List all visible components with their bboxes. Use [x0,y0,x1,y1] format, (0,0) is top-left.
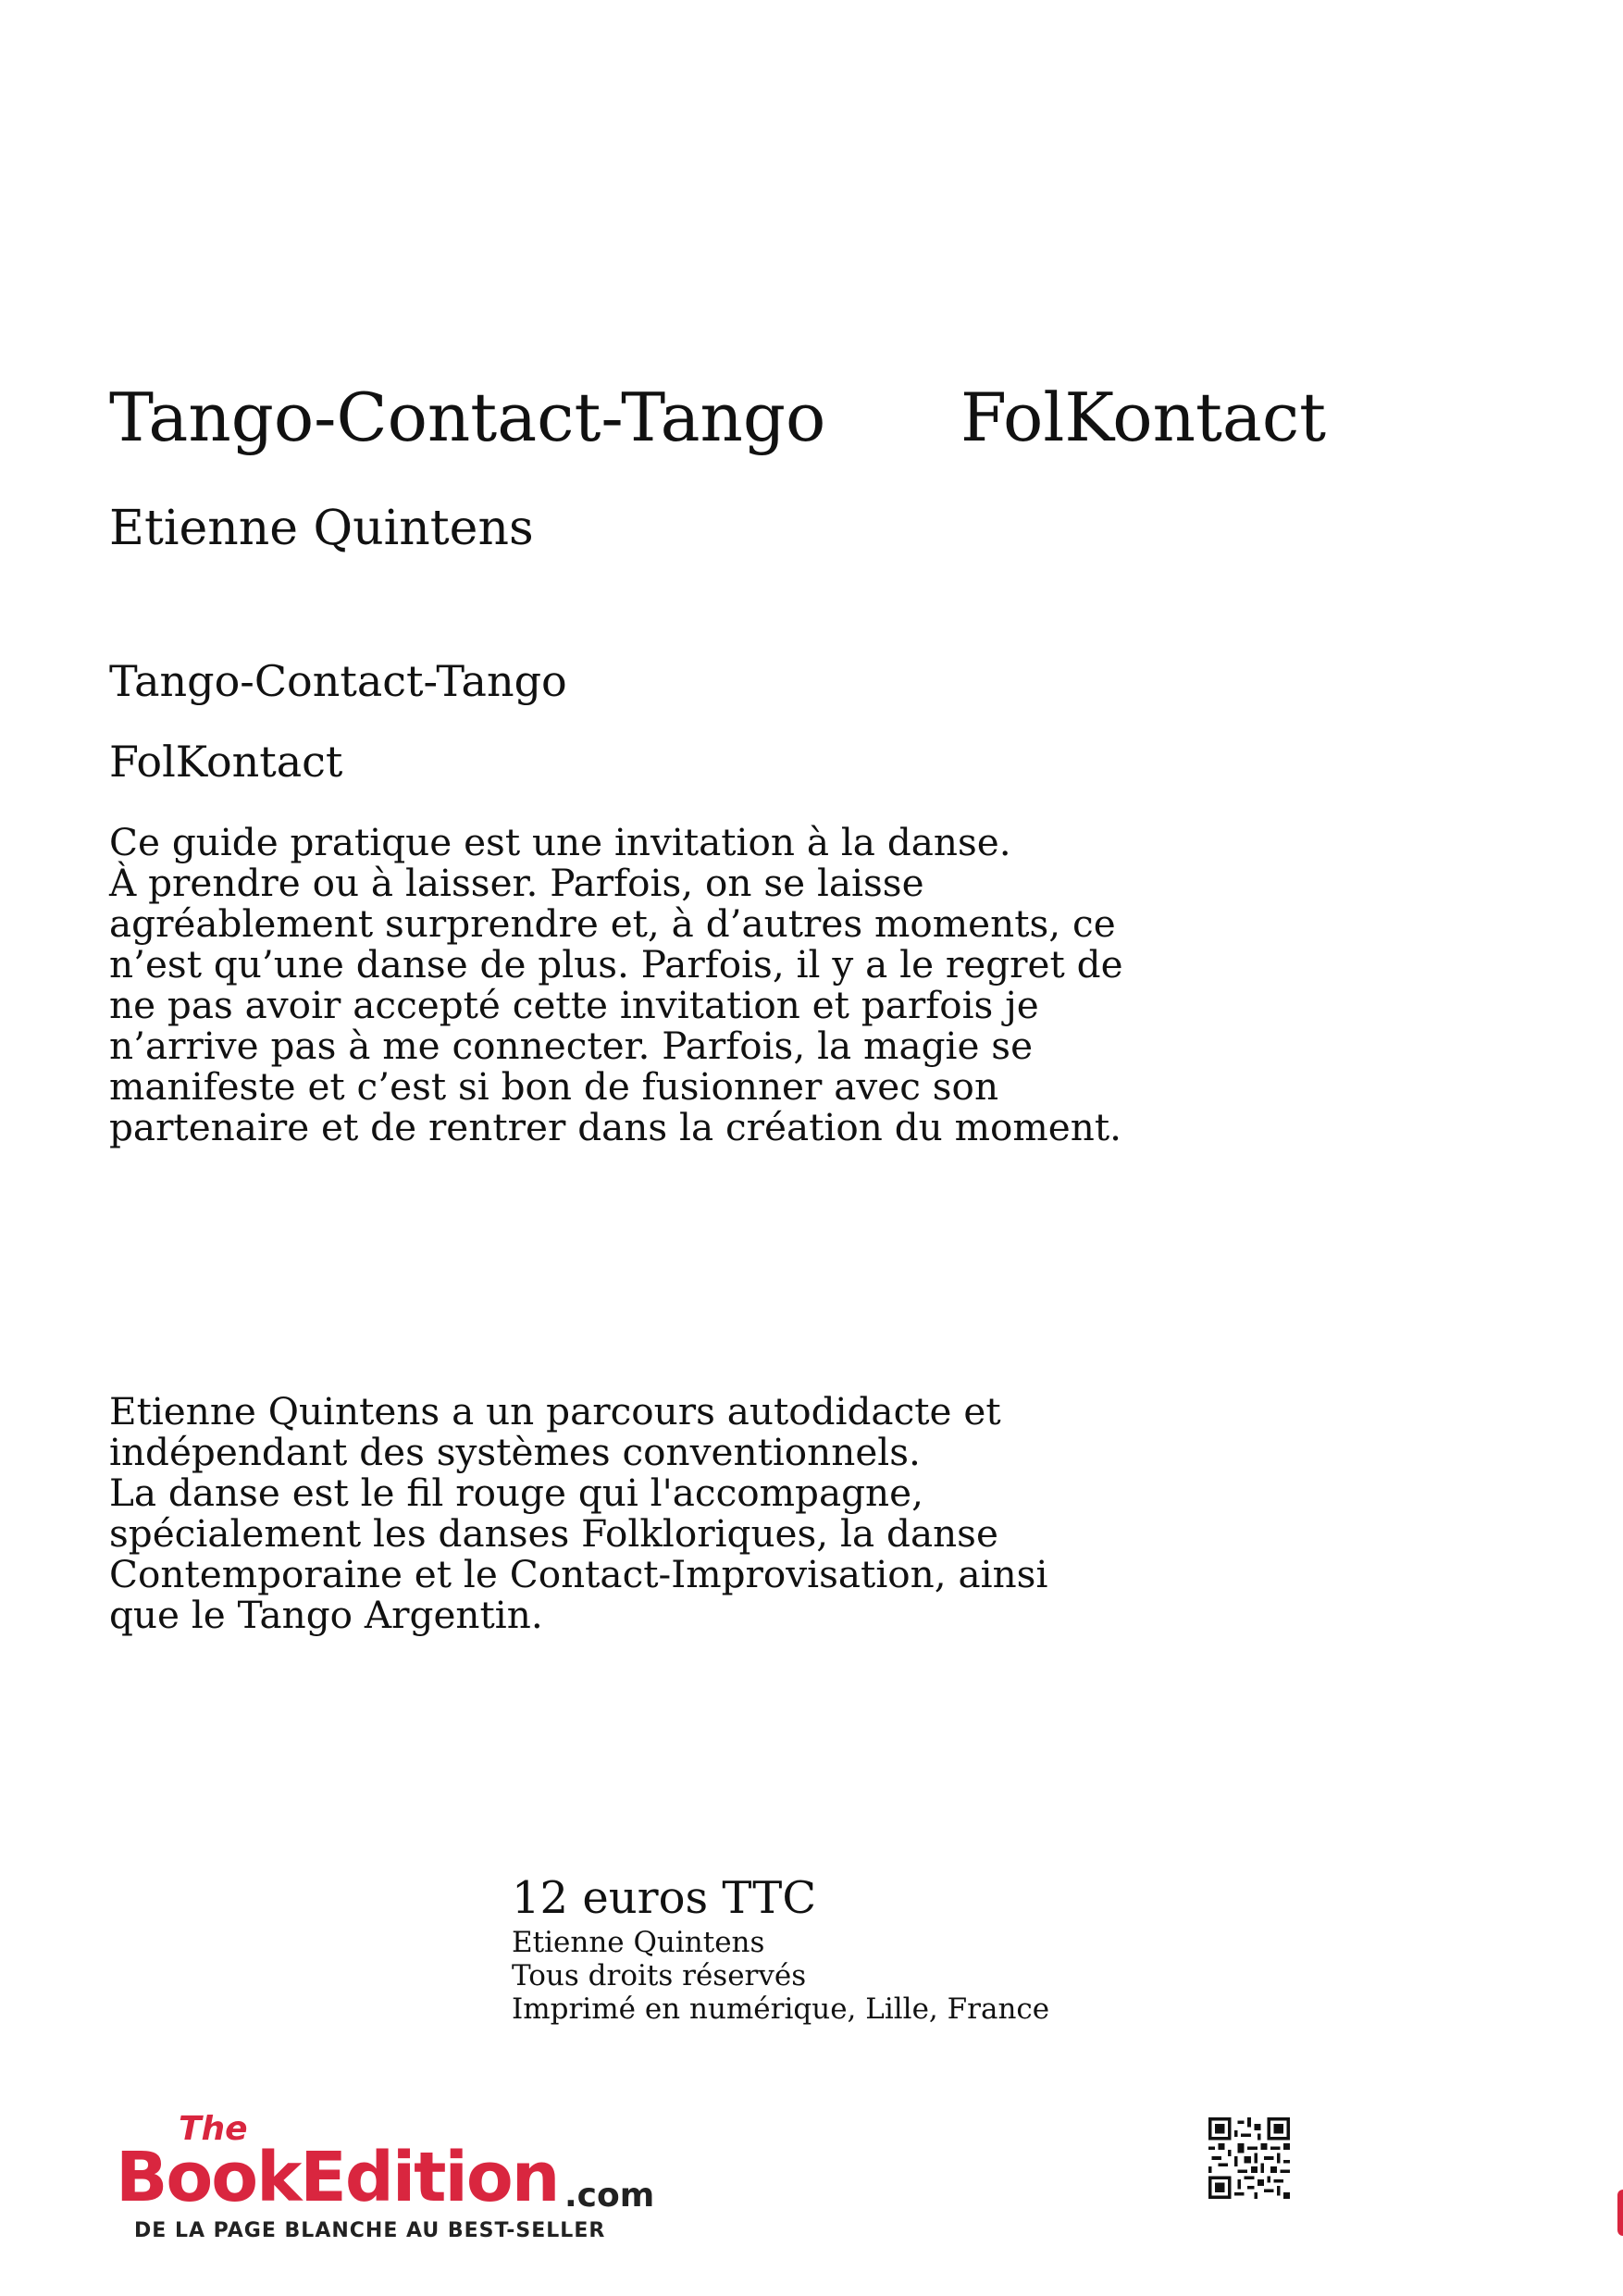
blurb-paragraph [109,822,1312,1148]
cover-title-left: Tango-Contact-Tango [109,379,826,456]
blurb-line: À prendre ou à laisser. Parfois, on se laisse [109,861,924,905]
imprint-block [512,1872,1050,2026]
blurb-line: n’est qu’une danse de plus. Parfois, il y a le regret de [109,942,1123,987]
qr-code-icon [1208,2117,1290,2199]
bio-line: Etienne Quintens a un parcours autodidacte et [109,1389,1001,1433]
blurb-line: manifeste et c’est si bon de fusionner avec son [109,1064,999,1109]
logo-tagline: DE LA PAGE BLANCHE AU BEST-SELLER [134,2219,606,2242]
edge-mark [1617,2190,1623,2236]
back-subtitle-2: FolKontact [109,737,343,787]
blurb-line: ne pas avoir accepté cette invitation et parfois je [109,983,1039,1027]
cover-author: Etienne Quintens [109,501,534,556]
blurb-line: n’arrive pas à me connecter. Parfois, la magie se [109,1024,1034,1068]
cover-title-right: FolKontact [960,379,1327,456]
bio-line: que le Tango Argentin. [109,1593,543,1637]
bio-line: indépendant des systèmes conventionnels. [109,1430,921,1474]
blurb-line: Ce guide pratique est une invitation à la danse. [109,820,1011,864]
bio-line: La danse est le fil rouge qui l'accompagne, [109,1471,923,1515]
blurb-line: agréablement surprendre et, à d’autres moments, ce [109,901,1116,946]
logo-name: BookEdition [116,2138,559,2217]
back-subtitle-1: Tango-Contact-Tango [109,656,567,706]
imprint-author: Etienne Quintens [512,1926,765,1959]
bio-paragraph [109,1391,1312,1635]
blurb-line: partenaire et de rentrer dans la création du moment. [109,1105,1121,1149]
imprint-rights: Tous droits réservés [512,1959,807,1992]
imprint-printed: Imprimé en numérique, Lille, France [512,1992,1050,2026]
logo-the: The [179,2110,248,2148]
bio-line: spécialement les danses Folkloriques, la danse [109,1511,998,1556]
bio-line: Contemporaine et le Contact-Improvisation, ainsi [109,1552,1048,1596]
bookedition-logo [116,2110,671,2242]
price: 12 euros TTC [512,1872,817,1924]
logo-domain: .com [564,2177,655,2215]
